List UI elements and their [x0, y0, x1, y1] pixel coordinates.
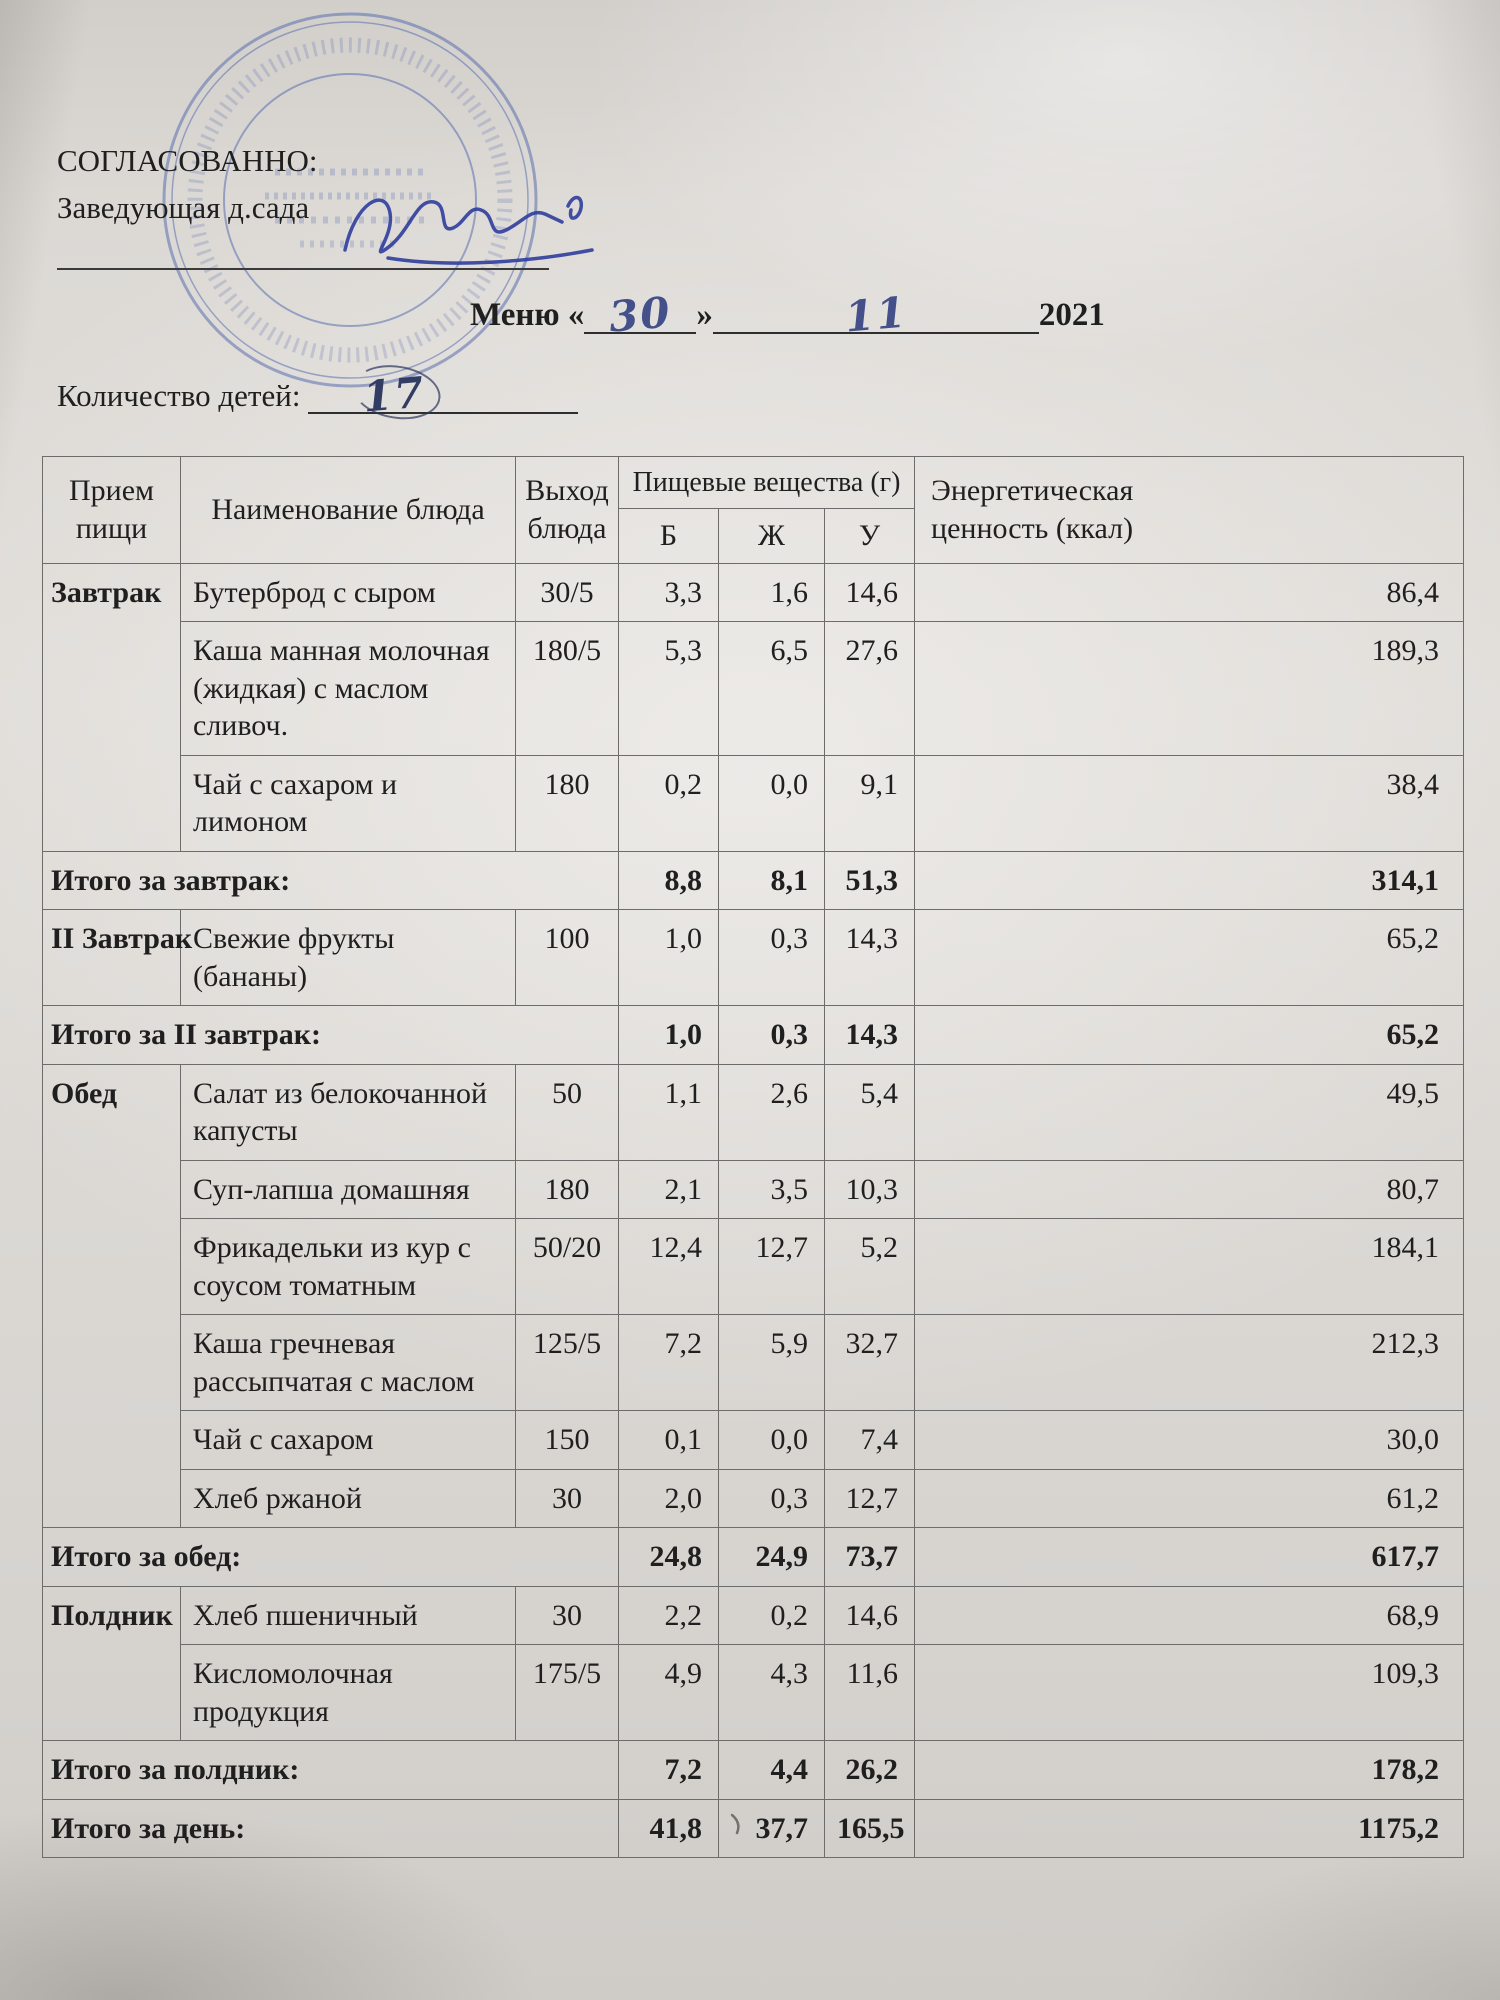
approval-role: Заведующая д.сада [57, 189, 310, 225]
table-row [43, 563, 1464, 622]
protein-cell: 7,2 [619, 1315, 719, 1411]
dish-cell: Суп-лапша домашняя [181, 1160, 516, 1219]
dish-cell: Хлеб ржаной [181, 1469, 516, 1528]
fat-cell: 1,6 [719, 563, 825, 622]
table-row [43, 622, 1464, 756]
total-label: Итого за II завтрак: [43, 1006, 619, 1065]
table-row [43, 910, 1464, 1006]
carbs-cell: 11,6 [825, 1645, 915, 1741]
col-protein: Б [619, 509, 719, 564]
meal-cell: II Завтрак [43, 910, 181, 1006]
dish-cell: Каша манная молочная (жидкая) с маслом сливоч. [181, 622, 516, 756]
carbs-cell: 73,7 [825, 1528, 915, 1587]
carbs-cell: 14,3 [825, 910, 915, 1006]
out-cell: 180 [516, 1160, 619, 1219]
protein-cell: 3,3 [619, 563, 719, 622]
dish-cell: Бутерброд с сыром [181, 563, 516, 622]
total-row [43, 851, 1464, 910]
menu-word: Меню [470, 297, 560, 333]
total-row [43, 1799, 1464, 1858]
out-cell: 50 [516, 1064, 619, 1160]
kcal-cell: 184,1 [915, 1219, 1464, 1315]
carbs-cell: 27,6 [825, 622, 915, 756]
kcal-cell: 65,2 [915, 1006, 1464, 1065]
menu-year: 2021 [1038, 297, 1105, 333]
table-row [43, 1411, 1464, 1470]
dish-cell: Салат из белокочанной капусты [181, 1064, 516, 1160]
protein-cell: 41,8 [619, 1799, 719, 1858]
carbs-cell: 14,6 [825, 1586, 915, 1645]
fat-cell: 5,9 [719, 1315, 825, 1411]
kcal-cell: 61,2 [915, 1469, 1464, 1528]
kcal-cell: 212,3 [915, 1315, 1464, 1411]
total-row [43, 1741, 1464, 1800]
fat-cell: 0,3 [719, 1469, 825, 1528]
handwritten-month: 11 [842, 287, 910, 342]
menu-title-line [470, 287, 1105, 342]
fat-cell: 6,5 [719, 622, 825, 756]
carbs-cell: 14,3 [825, 1006, 915, 1065]
table-row [43, 1315, 1464, 1411]
fat-cell: 2,6 [719, 1064, 825, 1160]
protein-cell: 7,2 [619, 1741, 719, 1800]
fat-cell: 12,7 [719, 1219, 825, 1315]
carbs-cell: 12,7 [825, 1469, 915, 1528]
meal-cell: Завтрак [43, 563, 181, 851]
open-quote: « [567, 297, 585, 333]
col-dish: Наименование блюда [181, 457, 516, 564]
carbs-cell: 5,2 [825, 1219, 915, 1315]
handwritten-day: 30 [607, 287, 674, 342]
fat-cell: 0,3 [719, 1006, 825, 1065]
total-label: Итого за завтрак: [43, 851, 619, 910]
table-row [43, 1469, 1464, 1528]
out-cell: 180/5 [516, 622, 619, 756]
protein-cell: 0,1 [619, 1411, 719, 1470]
fat-cell: 24,9 [719, 1528, 825, 1587]
protein-cell: 1,0 [619, 1006, 719, 1065]
table-row [43, 1586, 1464, 1645]
pen-mark-icon [728, 1812, 744, 1836]
out-cell: 100 [516, 910, 619, 1006]
total-label: Итого за полдник: [43, 1741, 619, 1800]
total-row [43, 1528, 1464, 1587]
protein-cell: 5,3 [619, 622, 719, 756]
kcal-cell: 86,4 [915, 563, 1464, 622]
out-cell: 30/5 [516, 563, 619, 622]
protein-cell: 2,1 [619, 1160, 719, 1219]
out-cell: 180 [516, 755, 619, 851]
dish-cell: Каша гречневая рассыпчатая с маслом [181, 1315, 516, 1411]
out-cell: 30 [516, 1469, 619, 1528]
protein-cell: 4,9 [619, 1645, 719, 1741]
children-blank [308, 367, 578, 422]
meal-cell: Обед [43, 1064, 181, 1528]
out-cell: 30 [516, 1586, 619, 1645]
approval-block [57, 138, 317, 231]
approval-title: СОГЛАСОВАННО: [57, 143, 318, 178]
out-cell: 150 [516, 1411, 619, 1470]
carbs-cell: 7,4 [825, 1411, 915, 1470]
col-energy [915, 457, 1464, 564]
protein-cell: 1,1 [619, 1064, 719, 1160]
total-label: Итого за день: [43, 1799, 619, 1858]
fat-cell: 0,2 [719, 1586, 825, 1645]
protein-cell: 12,4 [619, 1219, 719, 1315]
col-carbs: У [825, 509, 915, 564]
children-label: Количество детей: [57, 378, 301, 413]
carbs-cell: 26,2 [825, 1741, 915, 1800]
fat-cell: 4,4 [719, 1741, 825, 1800]
children-count-line [57, 367, 578, 422]
fat-cell: 3,5 [719, 1160, 825, 1219]
out-cell: 175/5 [516, 1645, 619, 1741]
kcal-cell: 30,0 [915, 1411, 1464, 1470]
col-meal: Прием пищи [43, 457, 181, 564]
table-row [43, 1645, 1464, 1741]
carbs-cell: 14,6 [825, 563, 915, 622]
fat-cell: 8,1 [719, 851, 825, 910]
fat-cell: 0,0 [719, 1411, 825, 1470]
dish-cell: Свежие фрукты (бананы) [181, 910, 516, 1006]
protein-cell: 0,2 [619, 755, 719, 851]
table-row [43, 1219, 1464, 1315]
protein-cell: 1,0 [619, 910, 719, 1006]
table-row [43, 1064, 1464, 1160]
signature-line [57, 268, 549, 270]
total-label: Итого за обед: [43, 1528, 619, 1587]
kcal-cell: 109,3 [915, 1645, 1464, 1741]
kcal-cell: 617,7 [915, 1528, 1464, 1587]
dish-cell: Чай с сахаром [181, 1411, 516, 1470]
col-out: Выход блюда [516, 457, 619, 564]
fat-cell: 0,3 [719, 910, 825, 1006]
protein-cell: 8,8 [619, 851, 719, 910]
carbs-cell: 51,3 [825, 851, 915, 910]
fat-cell: 4,3 [719, 1645, 825, 1741]
col-energy-label: Энергетическая ценность (ккал) [931, 474, 1134, 545]
protein-cell: 24,8 [619, 1528, 719, 1587]
menu-table [42, 456, 1464, 1858]
kcal-cell: 68,9 [915, 1586, 1464, 1645]
out-cell: 125/5 [516, 1315, 619, 1411]
month-blank [713, 287, 1039, 342]
col-fat: Ж [719, 509, 825, 564]
fat-cell: 37,7 [719, 1799, 825, 1858]
carbs-cell: 10,3 [825, 1160, 915, 1219]
kcal-cell: 1175,2 [915, 1799, 1464, 1858]
protein-cell: 2,2 [619, 1586, 719, 1645]
protein-cell: 2,0 [619, 1469, 719, 1528]
kcal-cell: 38,4 [915, 755, 1464, 851]
kcal-cell: 189,3 [915, 622, 1464, 756]
kcal-cell: 49,5 [915, 1064, 1464, 1160]
signature-scribble-icon [330, 178, 630, 278]
carbs-cell: 165,5 [825, 1799, 915, 1858]
header-row-1 [43, 457, 1464, 509]
kcal-cell: 65,2 [915, 910, 1464, 1006]
col-nutrients: Пищевые вещества (г) [619, 457, 915, 509]
carbs-cell: 32,7 [825, 1315, 915, 1411]
fat-cell: 0,0 [719, 755, 825, 851]
dish-cell: Кисломолочная продукция [181, 1645, 516, 1741]
day-blank [584, 287, 696, 342]
dish-cell: Хлеб пшеничный [181, 1586, 516, 1645]
handwritten-children-count: 17 [361, 367, 428, 422]
table-row [43, 1160, 1464, 1219]
dish-cell: Фрикадельки из кур с соусом томатным [181, 1219, 516, 1315]
carbs-cell: 5,4 [825, 1064, 915, 1160]
kcal-cell: 80,7 [915, 1160, 1464, 1219]
total-row [43, 1006, 1464, 1065]
out-cell: 50/20 [516, 1219, 619, 1315]
kcal-cell: 178,2 [915, 1741, 1464, 1800]
table-row [43, 755, 1464, 851]
carbs-cell: 9,1 [825, 755, 915, 851]
close-quote: » [696, 297, 713, 333]
meal-cell: Полдник [43, 1586, 181, 1741]
dish-cell: Чай с сахаром и лимоном [181, 755, 516, 851]
kcal-cell: 314,1 [915, 851, 1464, 910]
